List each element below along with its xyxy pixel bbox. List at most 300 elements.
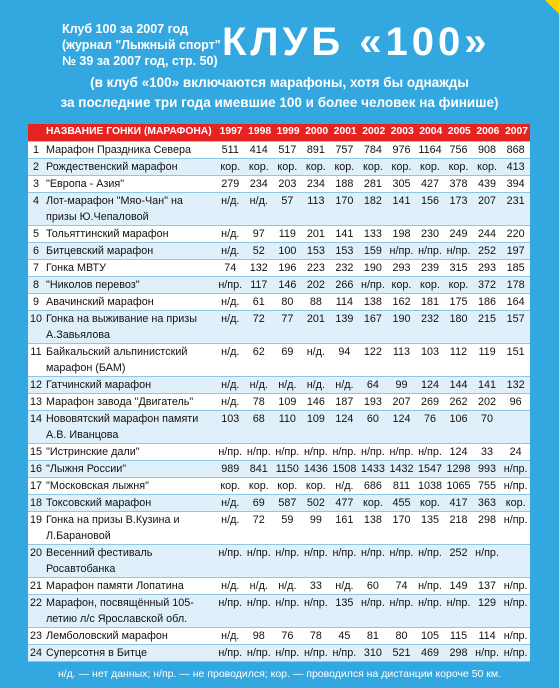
finisher-count-cell: н/пр. (416, 243, 445, 260)
finisher-count-cell: н/пр. (216, 545, 245, 578)
finisher-count-cell: н/пр. (444, 243, 473, 260)
race-name: Суперсотня в Битце (44, 645, 216, 662)
finisher-count-cell: н/д. (216, 394, 245, 411)
table-row (28, 142, 530, 159)
table-row (28, 260, 530, 277)
finisher-count-cell: 262 (444, 394, 473, 411)
finisher-count-cell: н/пр. (302, 545, 331, 578)
finisher-count-cell: 1150 (273, 461, 302, 478)
finisher-count-cell: 203 (273, 176, 302, 193)
finisher-count-cell: 137 (473, 578, 502, 595)
finisher-count-cell: 141 (330, 226, 359, 243)
finisher-count-cell: 80 (387, 628, 416, 645)
finisher-count-cell: 181 (416, 294, 445, 311)
row-number: 10 (28, 311, 44, 344)
finisher-count-cell: н/д. (216, 628, 245, 645)
finisher-count-cell: н/пр. (330, 645, 359, 662)
finisher-count-cell: 413 (501, 159, 530, 176)
finisher-count-cell: н/пр. (501, 645, 530, 662)
finisher-count-cell: 99 (302, 512, 331, 545)
finisher-count-cell: 378 (444, 176, 473, 193)
finisher-count-cell: н/д. (216, 578, 245, 595)
table-row (28, 645, 530, 662)
finisher-count-cell: н/д. (273, 377, 302, 394)
finisher-count-cell: 185 (501, 260, 530, 277)
finisher-count-cell: 113 (387, 344, 416, 377)
race-name: "Европа - Азия" (44, 176, 216, 193)
table-row (28, 495, 530, 512)
finisher-count-cell: 218 (444, 512, 473, 545)
race-name: Рождественский марафон (44, 159, 216, 176)
finisher-count-cell: 175 (444, 294, 473, 311)
finisher-count-cell: 99 (387, 377, 416, 394)
row-number: 2 (28, 159, 44, 176)
finisher-count-cell: 298 (473, 512, 502, 545)
finisher-count-cell: н/пр. (416, 578, 445, 595)
race-name: Байкальский альпинистский марафон (БАМ) (44, 344, 216, 377)
finisher-count-cell: н/пр. (273, 595, 302, 628)
finisher-count-cell: 88 (302, 294, 331, 311)
finisher-count-cell: 135 (416, 512, 445, 545)
finisher-count-cell: 756 (444, 142, 473, 159)
table-row (28, 595, 530, 628)
row-number: 16 (28, 461, 44, 478)
table-row (28, 176, 530, 193)
finisher-count-cell: 1547 (416, 461, 445, 478)
finisher-count-cell: 68 (245, 411, 274, 444)
header-year-cell: 2001 (330, 124, 359, 142)
finisher-count-cell: 305 (387, 176, 416, 193)
finisher-count-cell: н/пр. (387, 595, 416, 628)
finisher-count-cell: 417 (444, 495, 473, 512)
finisher-count-cell: кор. (444, 277, 473, 294)
header-year-cell: 2005 (444, 124, 473, 142)
finisher-count-cell: н/пр. (245, 545, 274, 578)
finisher-count-cell: 427 (416, 176, 445, 193)
finisher-count-cell: н/пр. (302, 595, 331, 628)
finisher-count-cell: 293 (387, 260, 416, 277)
table-row (28, 159, 530, 176)
table-row (28, 478, 530, 495)
finisher-count-cell: 115 (444, 628, 473, 645)
finisher-count-cell: н/д. (216, 311, 245, 344)
row-number: 15 (28, 444, 44, 461)
header-name-cell: НАЗВАНИЕ ГОНКИ (МАРАФОНА) (44, 124, 216, 142)
finisher-count-cell: 124 (416, 377, 445, 394)
finisher-count-cell: 153 (302, 243, 331, 260)
finisher-count-cell: 77 (273, 311, 302, 344)
finisher-count-cell: н/пр. (359, 545, 388, 578)
finisher-count-cell: 202 (302, 277, 331, 294)
finisher-count-cell: 69 (273, 344, 302, 377)
race-name: Марафон завода "Двигатель" (44, 394, 216, 411)
finisher-count-cell: н/д. (330, 578, 359, 595)
race-name: Тольяттинский марафон (44, 226, 216, 243)
finisher-count-cell: н/пр. (245, 444, 274, 461)
finisher-count-cell: 103 (416, 344, 445, 377)
footnote: н/д. — нет данных; н/пр. — не проводился; кор. — проводился на дистанции короче 50 км. (57, 668, 502, 680)
finisher-count-cell: 60 (359, 578, 388, 595)
finisher-count-cell: н/пр. (501, 461, 530, 478)
finisher-count-cell: 989 (216, 461, 245, 478)
finisher-count-cell: кор. (416, 277, 445, 294)
corner-accent (545, 0, 559, 14)
finisher-count-cell: н/пр. (330, 444, 359, 461)
row-number: 13 (28, 394, 44, 411)
finisher-count-cell: 686 (359, 478, 388, 495)
header-year-cell: 2006 (473, 124, 502, 142)
header-year-cell: 1999 (273, 124, 302, 142)
finisher-count-cell: 74 (216, 260, 245, 277)
finisher-count-cell: 52 (245, 243, 274, 260)
finisher-count-cell: 94 (330, 344, 359, 377)
finisher-count-cell: 146 (273, 277, 302, 294)
row-number: 23 (28, 628, 44, 645)
finisher-count-cell: н/д. (216, 226, 245, 243)
finisher-count-cell: 117 (245, 277, 274, 294)
finisher-count-cell: 298 (444, 645, 473, 662)
finisher-count-cell: 244 (473, 226, 502, 243)
race-name: Гонка на призы В.Кузина и Л.Барановой (44, 512, 216, 545)
row-number: 4 (28, 193, 44, 226)
finisher-count-cell: н/пр. (501, 512, 530, 545)
subtitle-line-1: (в клуб «100» включаются марафоны, хотя бы однажды (90, 75, 469, 90)
finisher-count-cell: 159 (359, 243, 388, 260)
race-name: Лот-марафон "Мяо-Чан" на призы Ю.Чепаловой (44, 193, 216, 226)
finisher-count-cell: 223 (302, 260, 331, 277)
table-row (28, 411, 530, 444)
finisher-count-cell: н/пр. (330, 545, 359, 578)
finisher-count-cell: н/пр. (501, 595, 530, 628)
finisher-count-cell: 103 (216, 411, 245, 444)
header-year-cell: 1997 (216, 124, 245, 142)
row-number: 24 (28, 645, 44, 662)
finisher-count-cell: н/д. (216, 294, 245, 311)
race-name: Авачинский марафон (44, 294, 216, 311)
finisher-count-cell: 74 (387, 578, 416, 595)
finisher-count-cell: 132 (501, 377, 530, 394)
finisher-count-cell: н/д. (273, 578, 302, 595)
finisher-count-cell: 1065 (444, 478, 473, 495)
header-year-cell: 2007 (501, 124, 530, 142)
finisher-count-cell: кор. (473, 159, 502, 176)
race-name: "Московская лыжня" (44, 478, 216, 495)
finisher-count-cell: 252 (444, 545, 473, 578)
row-number: 14 (28, 411, 44, 444)
finisher-count-cell: н/пр. (359, 444, 388, 461)
header-year-cell: 2000 (302, 124, 331, 142)
finisher-count-cell: 173 (444, 193, 473, 226)
table-row (28, 193, 530, 226)
finisher-count-cell: 97 (245, 226, 274, 243)
finisher-count-cell: 310 (359, 645, 388, 662)
finisher-count-cell: н/пр. (416, 595, 445, 628)
finisher-count-cell (501, 545, 530, 578)
finisher-count-cell: н/пр. (473, 645, 502, 662)
finisher-count-cell: 124 (444, 444, 473, 461)
finisher-count-cell: 153 (330, 243, 359, 260)
finisher-count-cell: 72 (245, 512, 274, 545)
finisher-count-cell: кор. (273, 478, 302, 495)
finisher-count-cell: 124 (387, 411, 416, 444)
finisher-count-cell: н/пр. (501, 478, 530, 495)
finisher-count-cell: 110 (273, 411, 302, 444)
finisher-count-cell: 755 (473, 478, 502, 495)
finisher-count-cell: 232 (416, 311, 445, 344)
row-number: 12 (28, 377, 44, 394)
finisher-count-cell: кор. (216, 478, 245, 495)
finisher-count-cell: 193 (359, 394, 388, 411)
finisher-count-cell: 132 (245, 260, 274, 277)
finisher-count-cell: 33 (473, 444, 502, 461)
finisher-count-cell: 455 (387, 495, 416, 512)
table-row (28, 344, 530, 377)
finisher-count-cell: 197 (501, 243, 530, 260)
finisher-count-cell: н/д. (245, 377, 274, 394)
finisher-count-cell: кор. (245, 478, 274, 495)
finisher-count-cell: 113 (302, 193, 331, 226)
finisher-count-cell: н/пр. (501, 628, 530, 645)
finisher-count-cell: н/пр. (359, 277, 388, 294)
finisher-count-cell: 124 (330, 411, 359, 444)
finisher-count-cell: 414 (245, 142, 274, 159)
finisher-count-cell: 106 (444, 411, 473, 444)
finisher-count-cell: кор. (245, 159, 274, 176)
finisher-count-cell: 521 (387, 645, 416, 662)
finisher-count-cell: н/пр. (302, 645, 331, 662)
race-name: Марафон, посвящённый 105-летию л/с Ярославской обл. (44, 595, 216, 628)
finisher-count-cell: кор. (416, 159, 445, 176)
finisher-count-cell: 232 (330, 260, 359, 277)
finisher-count-cell: 149 (444, 578, 473, 595)
finisher-count-cell: 215 (473, 311, 502, 344)
finisher-count-cell: кор. (444, 159, 473, 176)
finisher-count-cell: 139 (330, 311, 359, 344)
table-row (28, 226, 530, 243)
row-number: 7 (28, 260, 44, 277)
finisher-count-cell: 24 (501, 444, 530, 461)
race-name: Битцевский марафон (44, 243, 216, 260)
finisher-count-cell: 190 (387, 311, 416, 344)
finisher-count-cell: н/д. (216, 512, 245, 545)
finisher-count-cell: 144 (444, 377, 473, 394)
finisher-count-cell: н/пр. (359, 595, 388, 628)
finisher-count-cell: 279 (216, 176, 245, 193)
finisher-count-cell: н/пр. (387, 444, 416, 461)
finisher-count-cell: 57 (273, 193, 302, 226)
finisher-count-cell: н/пр. (273, 645, 302, 662)
finisher-count-cell: 363 (473, 495, 502, 512)
finisher-count-cell: 868 (501, 142, 530, 159)
finisher-count-cell: 196 (273, 260, 302, 277)
finisher-count-cell: 1038 (416, 478, 445, 495)
finisher-count-cell: н/пр. (416, 545, 445, 578)
finisher-count-cell: н/д. (216, 377, 245, 394)
finisher-count-cell: н/пр. (302, 444, 331, 461)
finisher-count-cell: 80 (273, 294, 302, 311)
finisher-count-cell: н/пр. (245, 645, 274, 662)
finisher-count-cell: 201 (302, 226, 331, 243)
finisher-count-cell: н/пр. (501, 578, 530, 595)
finisher-count-cell: 96 (501, 394, 530, 411)
finisher-count-cell: н/д. (245, 578, 274, 595)
table-row (28, 277, 530, 294)
race-name: Нововятский марафон памяти А.В. Иванцова (44, 411, 216, 444)
finisher-count-cell: н/пр. (387, 545, 416, 578)
race-name: Лемболовский марафон (44, 628, 216, 645)
finisher-count-cell: 64 (359, 377, 388, 394)
finisher-count-cell: 841 (245, 461, 274, 478)
row-number: 11 (28, 344, 44, 377)
finisher-count-cell: 394 (501, 176, 530, 193)
finisher-count-cell: 234 (245, 176, 274, 193)
row-number: 1 (28, 142, 44, 159)
finisher-count-cell: 76 (273, 628, 302, 645)
finisher-count-cell: 439 (473, 176, 502, 193)
table-row (28, 377, 530, 394)
finisher-count-cell: 59 (273, 512, 302, 545)
finisher-count-cell: 1164 (416, 142, 445, 159)
finisher-count-cell: н/д. (216, 243, 245, 260)
finisher-count-cell: 252 (473, 243, 502, 260)
finisher-count-cell: 162 (387, 294, 416, 311)
race-name: Гонка на выживание на призы А.Завьялова (44, 311, 216, 344)
finisher-count-cell: 891 (302, 142, 331, 159)
finisher-count-cell: н/пр. (216, 645, 245, 662)
finisher-count-cell: 114 (473, 628, 502, 645)
finisher-count-cell: 78 (302, 628, 331, 645)
finisher-count-cell: 908 (473, 142, 502, 159)
race-name: Марафон памяти Лопатина (44, 578, 216, 595)
finisher-count-cell: 1508 (330, 461, 359, 478)
finisher-count-cell: 811 (387, 478, 416, 495)
table-row (28, 628, 530, 645)
finisher-count-cell: 70 (473, 411, 502, 444)
finisher-count-cell: н/д. (216, 193, 245, 226)
finisher-count-cell: 188 (330, 176, 359, 193)
race-name: "Николов перевоз" (44, 277, 216, 294)
row-number: 19 (28, 512, 44, 545)
finisher-count-cell: 114 (330, 294, 359, 311)
finisher-count-cell: 180 (444, 311, 473, 344)
finisher-count-cell: 234 (302, 176, 331, 193)
finisher-count-cell: 1433 (359, 461, 388, 478)
finisher-count-cell: кор. (273, 159, 302, 176)
finisher-count-cell: н/д. (302, 344, 331, 377)
finisher-count-cell: н/пр. (473, 545, 502, 578)
finisher-count-cell: 33 (302, 578, 331, 595)
finisher-count-cell: 249 (444, 226, 473, 243)
finisher-count-cell: н/д. (302, 377, 331, 394)
finisher-count-cell: 112 (444, 344, 473, 377)
race-name: Весенний фестиваль Росавтобанка (44, 545, 216, 578)
finisher-count-cell: 269 (416, 394, 445, 411)
finisher-count-cell: 511 (216, 142, 245, 159)
row-number: 3 (28, 176, 44, 193)
row-number: 17 (28, 478, 44, 495)
finisher-count-cell: 100 (273, 243, 302, 260)
row-number: 9 (28, 294, 44, 311)
finisher-count-cell: 230 (416, 226, 445, 243)
row-number: 21 (28, 578, 44, 595)
race-name: Марафон Праздника Севера (44, 142, 216, 159)
finisher-count-cell: 109 (273, 394, 302, 411)
finisher-count-cell: н/пр. (216, 595, 245, 628)
header-year-cell: 1998 (245, 124, 274, 142)
finisher-count-cell: 69 (245, 495, 274, 512)
race-name: "Лыжня России" (44, 461, 216, 478)
finisher-count-cell: н/пр. (216, 277, 245, 294)
finisher-count-cell: 220 (501, 226, 530, 243)
finisher-count-cell: н/пр. (387, 243, 416, 260)
finisher-count-cell: 502 (302, 495, 331, 512)
table-row (28, 545, 530, 578)
finisher-count-cell: 119 (473, 344, 502, 377)
finisher-count-cell: 757 (330, 142, 359, 159)
finisher-count-cell: 60 (359, 411, 388, 444)
finisher-count-cell: 167 (359, 311, 388, 344)
table-row (28, 444, 530, 461)
finisher-count-cell: 135 (330, 595, 359, 628)
race-name: Гатчинский марафон (44, 377, 216, 394)
finisher-count-cell: кор. (302, 159, 331, 176)
finisher-count-cell: 122 (359, 344, 388, 377)
finisher-count-cell: 78 (245, 394, 274, 411)
finisher-count-cell: н/д. (330, 377, 359, 394)
finisher-count-cell: н/д. (245, 193, 274, 226)
finisher-count-cell: 119 (273, 226, 302, 243)
finisher-count-cell: 161 (330, 512, 359, 545)
finisher-count-cell: 156 (416, 193, 445, 226)
finisher-count-cell: 293 (473, 260, 502, 277)
finisher-count-cell: 976 (387, 142, 416, 159)
finisher-count-cell: н/пр. (216, 444, 245, 461)
finisher-count-cell: 190 (359, 260, 388, 277)
subtitle-line-2: за последние три года имевшие 100 и более человек на финише) (60, 95, 499, 110)
finisher-count-cell: н/пр. (245, 595, 274, 628)
finisher-count-cell: кор. (302, 478, 331, 495)
finisher-count-cell: 105 (416, 628, 445, 645)
row-number: 20 (28, 545, 44, 578)
race-name: Токсовский марафон (44, 495, 216, 512)
finisher-count-cell: 281 (359, 176, 388, 193)
header-line-3: № 39 за 2007 год, стр. 50) (62, 54, 218, 68)
finisher-count-cell: 202 (473, 394, 502, 411)
row-number: 22 (28, 595, 44, 628)
finisher-count-cell: 157 (501, 311, 530, 344)
header-line-2: (журнал "Лыжный спорт" (62, 38, 221, 52)
finisher-count-cell: 186 (473, 294, 502, 311)
row-number: 5 (28, 226, 44, 243)
finisher-count-cell: 1436 (302, 461, 331, 478)
table-row (28, 461, 530, 478)
header-year-cell: 2004 (416, 124, 445, 142)
finisher-count-cell: 266 (330, 277, 359, 294)
finisher-count-cell: 146 (302, 394, 331, 411)
finisher-count-cell: 187 (330, 394, 359, 411)
finisher-count-cell: 141 (387, 193, 416, 226)
finisher-count-cell: н/пр. (416, 444, 445, 461)
finisher-count-cell: 98 (245, 628, 274, 645)
race-name: "Истринские дали" (44, 444, 216, 461)
table-row (28, 294, 530, 311)
finisher-count-cell: 138 (359, 294, 388, 311)
finisher-count-cell: 1298 (444, 461, 473, 478)
finisher-count-cell: 198 (387, 226, 416, 243)
header-line-1: Клуб 100 за 2007 год (62, 22, 189, 36)
table-body (28, 142, 530, 662)
finisher-count-cell: н/д. (330, 478, 359, 495)
